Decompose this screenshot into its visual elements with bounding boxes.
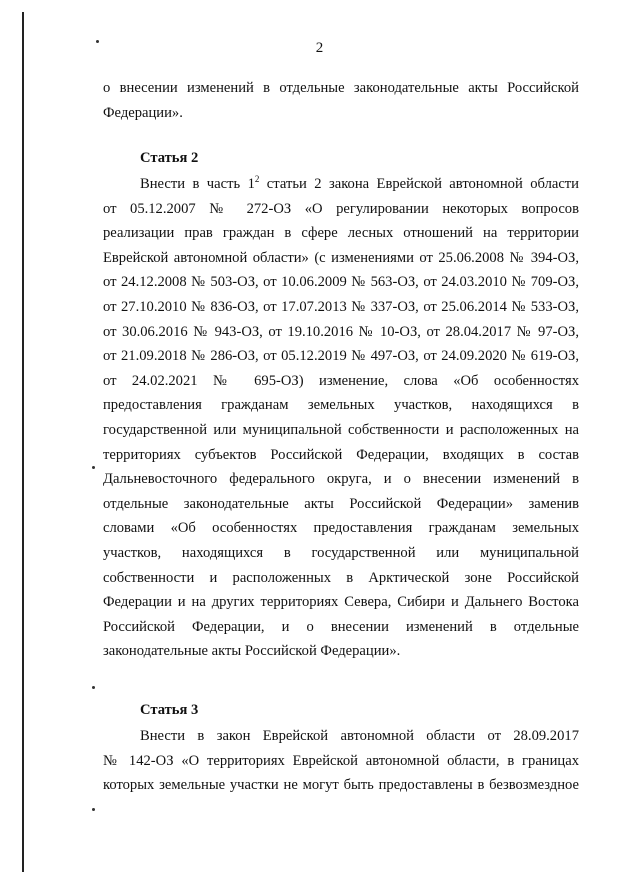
intro-line: Федерации».	[103, 104, 183, 121]
article-2-line: Дальневосточного федерального округа, и о внесении изменений в	[103, 471, 579, 488]
article-3-line: № 142-ОЗ «О территориях Еврейской автономной области, в границах	[103, 752, 579, 769]
intro-line: о внесении изменений в отдельные законодательные акты Российской	[103, 80, 579, 96]
article-2-line: от 24.12.2008 № 503-ОЗ, от 10.06.2009 № 563-ОЗ, от 24.03.2010 № 709-ОЗ,	[103, 274, 579, 291]
article-2-line: от 05.12.2007 № 272-ОЗ «О регулировании некоторых вопросов	[103, 200, 579, 217]
article-2-line: словами «Об особенностях предоставления гражданам земельных	[103, 520, 579, 537]
article-2-line1-text: Внести в часть 1	[140, 176, 255, 192]
page-number: 2	[315, 40, 324, 56]
scan-edge-line	[22, 12, 24, 872]
article-2	[103, 146, 579, 664]
article-2-line: собственности и расположенных в Арктической зоне Российской	[103, 569, 579, 586]
article-2-line: от 27.10.2010 № 836-ОЗ, от 17.07.2013 № 337-ОЗ, от 25.06.2014 № 533-ОЗ,	[103, 298, 579, 315]
article-2-line1-text-rest: статьи 2 закона Еврейской автономной области	[259, 176, 579, 192]
scan-speck	[92, 466, 95, 469]
article-2-line: предоставления гражданам земельных участков, находящихся в	[103, 397, 579, 414]
article-2-line: отдельные законодательные акты Российской Федерации» заменив	[103, 495, 579, 512]
article-3-line: Внести в закон Еврейской автономной области от 28.09.2017	[140, 728, 579, 744]
article-2-line: Еврейской автономной области» (с изменениями от 25.06.2008 № 394-ОЗ,	[103, 249, 579, 266]
article-2-line: Российской Федерации, и о внесении изменений в отдельные	[103, 618, 579, 635]
article-2-line: от 30.06.2016 № 943-ОЗ, от 19.10.2016 № 10-ОЗ, от 28.04.2017 № 97-ОЗ,	[103, 323, 579, 340]
article-3-line: которых земельные участки не могут быть предоставлены в безвозмездное	[103, 777, 579, 794]
article-2-line: Федерации и на других территориях Севера, Сибири и Дальнего Востока	[103, 594, 579, 611]
article-2-line: реализации прав граждан в сфере лесных отношений на территории	[103, 225, 579, 242]
article-3-heading: Статья 3	[140, 702, 199, 718]
article-2-line: участков, находящихся в государственной или муниципальной	[103, 544, 579, 561]
scan-speck	[92, 686, 95, 689]
article-2-line: территориях субъектов Российской Федерации, входящих в состав	[103, 446, 579, 463]
article-2-line: государственной или муниципальной собственности и расположенных на	[103, 421, 579, 438]
article-2-line: законодательные акты Российской Федерации».	[103, 643, 401, 660]
article-2-heading: Статья 2	[140, 150, 199, 166]
article-2-line	[103, 172, 579, 197]
scan-speck	[92, 808, 95, 811]
article-2-line: от 24.02.2021 № 695-ОЗ) изменение, слова «Об особенностях	[103, 372, 579, 389]
article-3	[103, 698, 579, 798]
article-2-superscript: 2	[254, 174, 260, 184]
intro-paragraph	[103, 76, 579, 125]
article-2-line: от 21.09.2018 № 286-ОЗ, от 05.12.2019 № 497-ОЗ, от 24.09.2020 № 619-ОЗ,	[103, 348, 579, 365]
